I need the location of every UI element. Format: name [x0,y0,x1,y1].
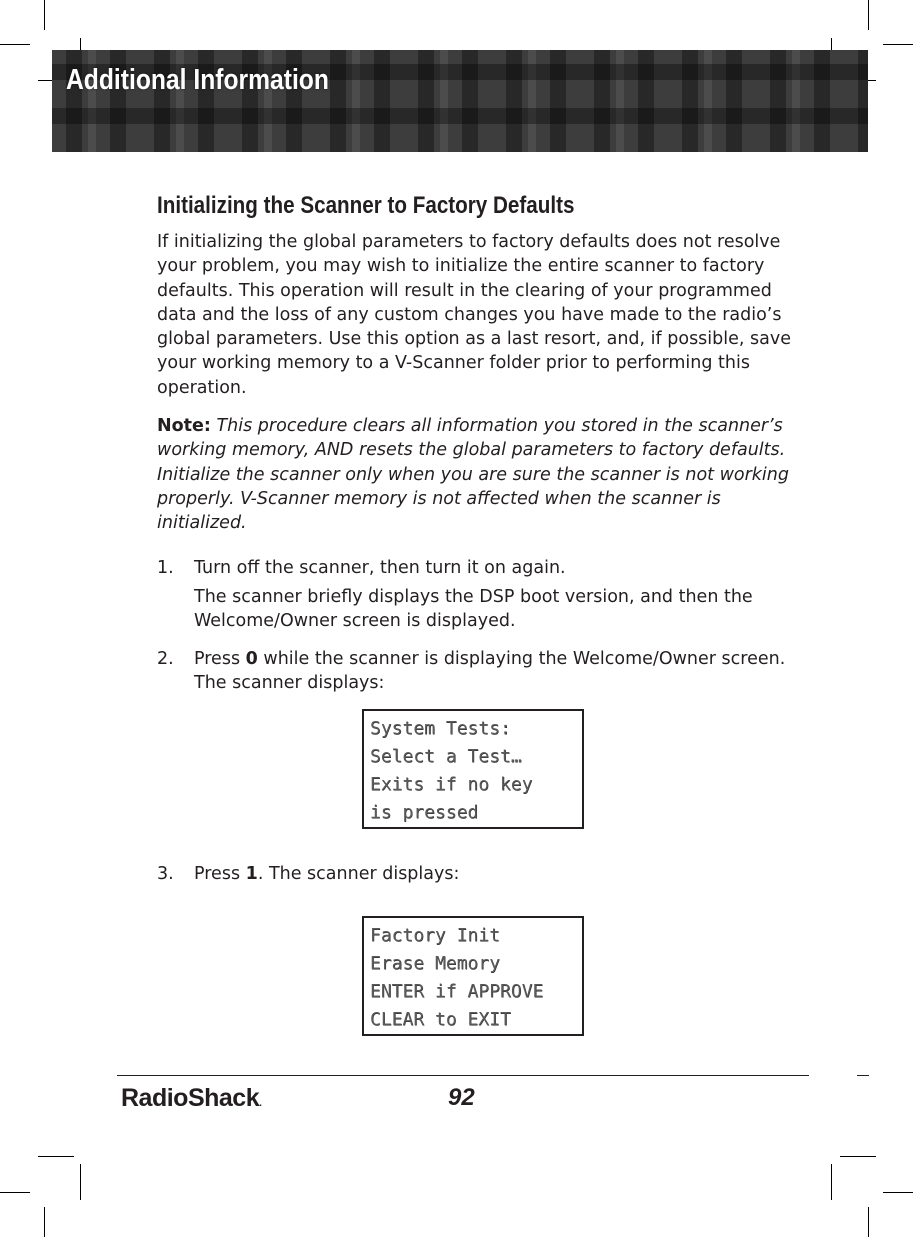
lcd-line: System Tests: [370,718,511,739]
step-3-text-before: Press [194,864,246,884]
crop-mark [831,1164,832,1200]
crop-mark [0,44,30,45]
step-3-text-after: . The scanner displays: [257,864,460,884]
crop-mark [0,1192,30,1193]
crop-mark [883,44,913,45]
header-title: Additional Information [66,64,329,96]
crop-mark [38,1156,74,1157]
crop-mark [80,1164,81,1200]
footer-rule [117,1075,809,1076]
footer-mark [857,1075,869,1076]
lcd-line: Erase Memory [370,953,501,974]
crop-mark [883,1192,913,1193]
lcd-line: Factory Init [370,925,501,946]
intro-paragraph: If initializing the global parameters to factory defaults does not resolve your problem, you may wish to initialize the entire scanner to factory defaults. This operation will result in the clearing of your programmed data and the loss of any custom changes you have made to the radio’s global parameters. Use this option as a last resort, and, if possible, save your working memory to a V-Scanner folder prior to performing this operation. [157,232,791,398]
step-2-text [194,647,794,696]
logo-dot: . [259,1098,262,1109]
lcd-line: CLEAR to EXIT [370,1009,511,1030]
note-text: This procedure clears all information you stored in the scanner’s working memory, AND resets the global parameters to factory defaults. Initialize the scanner only when you are sure the scanner is not working properly. V-Scanner memory is not affected when the scanner is initialized. [157,416,789,534]
crop-mark [868,1207,869,1237]
radioshack-logo [121,1084,262,1113]
crop-mark [868,0,869,30]
logo-text: RadioShack [121,1084,260,1112]
lcd-line: ENTER if APPROVE [370,981,544,1002]
crop-mark [44,1207,45,1237]
section-title: Initializing the Scanner to Factory Defaults [157,192,575,219]
step-3-number: 3. [157,864,174,884]
crop-mark [44,0,45,30]
page-number: 92 [448,1084,475,1111]
note-label: Note: [157,416,211,436]
step-1-number: 1. [157,558,174,578]
step-2-text-after: while the scanner is displaying the Welcome/Owner screen. The scanner displays: [194,649,786,694]
lcd-line: Select a Test… [370,746,522,767]
step-1-text: Turn off the scanner, then turn it on again. [194,558,566,578]
step-2-text-before: Press [194,649,246,669]
lcd-display-system-tests [362,709,584,829]
lcd-line: Exits if no key [370,774,533,795]
step-3-key: 1 [245,864,258,884]
note-paragraph [157,414,797,535]
crop-mark [840,1156,876,1157]
step-2-number: 2. [157,649,174,669]
lcd-line: is pressed [370,802,479,823]
lcd-display-factory-init [362,916,584,1036]
step-3-text [194,862,794,886]
step-2-key: 0 [245,649,258,669]
step-1-detail: The scanner briefly displays the DSP boot version, and then the Welcome/Owner screen is displayed. [194,587,753,632]
